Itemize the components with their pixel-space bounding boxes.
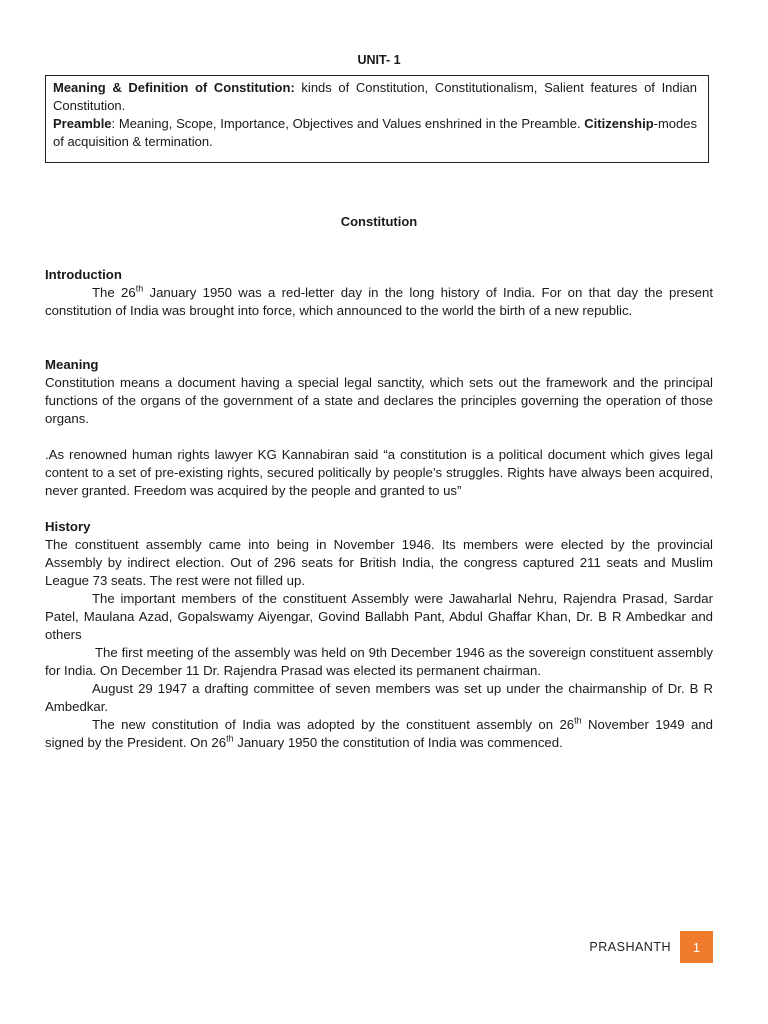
history-paragraph-2: The important members of the constituent Assembly were Jawaharlal Nehru, Rajendra Prasad, Sardar Patel, Maulana Azad, Gopalswamy Aiyengar, Govind Ballabh Pant, Abdul Ghaffar Khan, Dr. B R Ambedkar and others [45, 591, 713, 642]
meaning-paragraph-2: .As renowned human rights lawyer KG Kannabiran said “a constitution is a political document which gives legal content to a set of pre-existing rights, secured politically by people’s struggles. Rights have always been acquired, never granted. Freedom was acquired by the people and granted to us” [45, 447, 713, 498]
syllabus-preamble-label: Preamble [53, 116, 112, 131]
history-p5-text-b: November 1949 and signed by the President. On 26 [45, 717, 713, 750]
meaning-paragraph-1: Constitution means a document having a special legal sanctity, which sets out the framework and the principal functions of the organs of the government of a state and declares the principles governing the operation of those organs. [45, 375, 713, 426]
spacer [45, 428, 713, 446]
intro-text-a: The 26 [92, 285, 136, 300]
history-paragraph-3: The first meeting of the assembly was held on 9th December 1946 as the sovereign constituent assembly for India. On December 11 Dr. Rajendra Prasad was elected its permanent chairman. [45, 645, 713, 678]
body-content [45, 266, 713, 752]
syllabus-paragraph-2 [53, 115, 697, 151]
history-paragraph-1: The constituent assembly came into being in November 1946. Its members were elected by the provincial Assembly by indirect election. Out of 296 seats for British India, the congress captured 211 seats and Muslim League 73 seats. The rest were not filled up. [45, 537, 713, 588]
syllabus-meaning-label: Meaning & Definition of Constitution: [53, 80, 295, 95]
footer-author: PRASHANTH [589, 940, 671, 954]
introduction-heading: Introduction [45, 267, 122, 282]
meaning-heading: Meaning [45, 357, 99, 372]
section-title: Constitution [340, 214, 418, 229]
unit-title: UNIT- 1 [357, 53, 401, 67]
syllabus-paragraph-1 [53, 79, 697, 115]
intro-superscript: th [135, 283, 144, 294]
syllabus-meaning-text: kinds of Constitution, Constitutionalism, Salient features of Indian Constitution. [53, 80, 697, 113]
syllabus-preamble-text: : Meaning, Scope, Importance, Objectives and Values enshrined in the Preamble. [111, 116, 585, 131]
page-number-badge: 1 [680, 931, 713, 963]
history-p5-text-c: January 1950 the constitution of India was commenced. [233, 735, 563, 750]
history-p5-text-a: The new constitution of India was adopted by the constituent assembly on 26 [92, 717, 575, 732]
history-p5-superscript-2: th [226, 733, 234, 744]
syllabus-citizenship-text: -modes of acquisition & termination. [53, 116, 697, 149]
syllabus-box [45, 75, 709, 163]
spacer [45, 500, 713, 518]
history-p5-superscript-1: th [574, 715, 582, 726]
syllabus-citizenship-label: Citizenship [584, 116, 654, 131]
introduction-paragraph [45, 284, 713, 320]
spacer [45, 320, 713, 356]
history-heading: History [45, 519, 91, 534]
history-paragraph-4: August 29 1947 a drafting committee of seven members was set up under the chairmanship of Dr. B R Ambedkar. [45, 681, 713, 714]
page-footer [589, 931, 713, 963]
intro-text-b: January 1950 was a red-letter day in the long history of India. For on that day the present constitution of India was brought into force, which announced to the world the birth of a new republic. [45, 285, 713, 318]
history-paragraph-5 [45, 716, 713, 752]
